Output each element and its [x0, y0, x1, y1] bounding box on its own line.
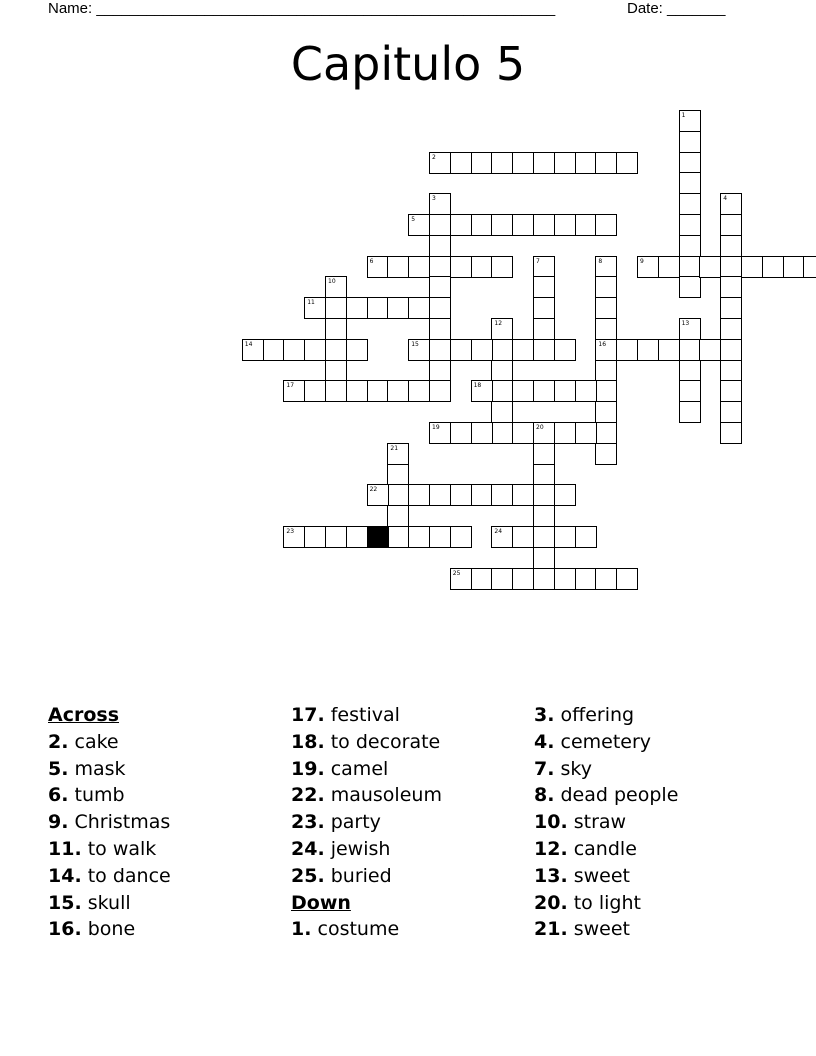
crossword-cell[interactable]	[554, 484, 576, 506]
clue-number: 19	[432, 424, 440, 431]
clue-item	[534, 863, 774, 890]
crossword-cell[interactable]	[512, 152, 534, 174]
crossword-cell[interactable]	[637, 339, 659, 361]
crossword-cell[interactable]	[720, 276, 742, 298]
crossword-cell[interactable]	[512, 484, 534, 506]
clue-number: 23	[286, 528, 295, 535]
clue-text: skull	[87, 891, 131, 914]
clue-number: 4	[723, 195, 728, 203]
crossword-cell[interactable]	[367, 380, 389, 402]
crossword-cell[interactable]	[533, 422, 555, 444]
clue-item	[291, 863, 531, 890]
crossword-cell[interactable]	[575, 152, 597, 174]
clue-item	[291, 916, 531, 943]
clue-text: to decorate	[330, 730, 441, 753]
crossword-cell[interactable]	[283, 526, 305, 548]
crossword-cell[interactable]	[325, 297, 347, 319]
crossword-cell[interactable]	[720, 318, 742, 340]
clue-number: 20	[536, 424, 544, 431]
crossword-cell[interactable]	[491, 422, 513, 444]
clue-text: cake	[74, 730, 119, 753]
crossword-cell[interactable]	[533, 443, 555, 465]
crossword-cell[interactable]	[491, 214, 513, 236]
clue-number: 15.	[48, 891, 82, 914]
crossword-cell[interactable]	[720, 401, 742, 423]
clue-text: tumb	[74, 784, 125, 807]
crossword-cell[interactable]	[741, 256, 763, 278]
clue-heading	[291, 890, 531, 917]
crossword-cell[interactable]	[554, 526, 576, 548]
clue-text: offering	[560, 704, 635, 726]
clue-item	[48, 729, 288, 756]
crossword-cell[interactable]	[595, 443, 617, 465]
crossword-cell[interactable]	[491, 568, 513, 590]
crossword-cell[interactable]	[595, 568, 617, 590]
crossword-cell[interactable]	[699, 256, 721, 278]
clue-number: 12.	[534, 837, 568, 860]
clue-number: 14	[244, 340, 253, 348]
crossword-cell[interactable]	[595, 297, 617, 319]
crossword-cell[interactable]	[533, 568, 555, 590]
crossword-cell[interactable]	[429, 484, 451, 506]
crossword-cell[interactable]	[554, 152, 576, 174]
crossword-cell[interactable]	[679, 339, 701, 361]
crossword-cell[interactable]	[595, 318, 617, 340]
crossword-cell[interactable]	[408, 484, 430, 506]
crossword-cell[interactable]	[575, 526, 597, 548]
clue-text: straw	[573, 811, 627, 834]
crossword-cell[interactable]	[325, 318, 347, 340]
clue-number: 5.	[48, 757, 69, 780]
crossword-cell[interactable]	[679, 131, 701, 153]
crossword-cell[interactable]	[429, 526, 451, 548]
clue-text: jewish	[330, 837, 391, 860]
clue-item	[534, 756, 774, 783]
clue-item	[48, 890, 288, 917]
clue-number: 3.	[534, 704, 555, 726]
crossword-cell[interactable]	[699, 339, 721, 361]
date-field-label: Date: _______	[627, 0, 726, 17]
crossword-cell[interactable]	[429, 422, 451, 444]
clue-number: 16.	[48, 918, 82, 941]
crossword-cell[interactable]	[471, 422, 493, 444]
clue-text: sweet	[573, 918, 630, 941]
crossword-cell[interactable]	[575, 422, 597, 444]
clue-number: 11	[307, 299, 315, 307]
clue-number: 14.	[48, 864, 82, 887]
crossword-cell[interactable]	[679, 235, 701, 257]
clue-number: 17.	[291, 704, 325, 726]
crossword-cell[interactable]	[491, 401, 513, 423]
clue-number: 22.	[291, 784, 325, 807]
crossword-cell[interactable]	[325, 380, 347, 402]
clue-text: cemetery	[560, 730, 652, 753]
crossword-cell[interactable]	[429, 193, 451, 215]
clue-text: party	[330, 811, 381, 834]
crossword-cell[interactable]	[450, 152, 472, 174]
clue-number: 8.	[534, 784, 555, 807]
clue-number: 10	[328, 278, 336, 286]
crossword-cell[interactable]	[658, 256, 680, 278]
clue-item	[534, 916, 774, 943]
clue-number: 13	[681, 320, 690, 327]
crossword-cell[interactable]	[512, 214, 534, 236]
clue-number: 25.	[291, 864, 325, 887]
crossword-cell[interactable]	[616, 568, 638, 590]
crossword-cell[interactable]	[595, 360, 617, 382]
crossword-cell[interactable]	[762, 256, 784, 278]
crossword-cell[interactable]	[346, 339, 368, 361]
crossword-cell[interactable]	[429, 297, 451, 319]
clue-text: costume	[317, 918, 400, 941]
clue-number: 12	[494, 320, 503, 327]
crossword-cell[interactable]	[387, 256, 409, 278]
clue-number: 8	[598, 257, 603, 265]
clue-number: 18	[473, 382, 482, 390]
clue-number: 13.	[534, 864, 568, 887]
crossword-cell[interactable]	[658, 339, 680, 361]
crossword-cell[interactable]	[242, 339, 264, 361]
crossword-cell[interactable]	[471, 152, 493, 174]
crossword-cell[interactable]	[471, 214, 493, 236]
clue-text: dead people	[560, 784, 679, 807]
clue-text: candle	[573, 837, 637, 860]
crossword-cell[interactable]	[575, 380, 597, 402]
clue-text: bone	[87, 918, 136, 941]
clue-column-1	[48, 702, 288, 943]
clue-text: to walk	[87, 837, 157, 860]
clue-text: buried	[330, 864, 392, 887]
crossword-cell[interactable]	[512, 380, 534, 402]
clue-item	[48, 809, 288, 836]
clue-number: 24.	[291, 837, 325, 860]
crossword-cell[interactable]	[325, 360, 347, 382]
crossword-cell[interactable]	[283, 380, 305, 402]
clue-number: 7	[536, 257, 540, 265]
crossword-cell[interactable]	[720, 360, 742, 382]
clue-text: festival	[330, 704, 400, 726]
crossword-cell[interactable]	[491, 318, 513, 340]
crossword-cell[interactable]	[533, 547, 555, 569]
clue-item	[534, 782, 774, 809]
clue-number: 10.	[534, 811, 568, 834]
crossword-cell[interactable]	[679, 214, 701, 236]
crossword-cell[interactable]	[595, 380, 617, 402]
crossword-cell[interactable]	[408, 380, 430, 402]
clue-column-2	[291, 702, 531, 943]
clue-text: mausoleum	[330, 784, 442, 807]
clue-item	[291, 702, 531, 729]
crossword-cell[interactable]	[679, 401, 701, 423]
crossword-cell[interactable]	[325, 276, 347, 298]
clue-number: 21	[390, 444, 399, 452]
crossword-cell[interactable]	[304, 526, 326, 548]
crossword-cell[interactable]	[679, 256, 701, 278]
crossword-cell[interactable]	[471, 256, 493, 278]
clue-number: 5	[411, 216, 416, 223]
crossword-cell[interactable]	[429, 318, 451, 340]
crossword-cell[interactable]	[616, 152, 638, 174]
clue-item	[534, 809, 774, 836]
crossword-cell[interactable]	[679, 276, 701, 298]
crossword-cell[interactable]	[512, 339, 534, 361]
crossword-cell[interactable]	[595, 339, 617, 361]
crossword-cell[interactable]	[491, 256, 513, 278]
crossword-cell[interactable]	[429, 380, 451, 402]
crossword-cell[interactable]	[554, 214, 576, 236]
crossword-cell[interactable]	[533, 484, 555, 506]
clue-number: 23.	[291, 811, 325, 834]
crossword-cell[interactable]	[387, 505, 409, 527]
clue-text: camel	[330, 757, 389, 780]
crossword-cell[interactable]	[491, 152, 513, 174]
crossword-cell[interactable]	[720, 214, 742, 236]
crossword-cell[interactable]	[450, 484, 472, 506]
clue-item	[534, 729, 774, 756]
clue-text: mask	[74, 757, 126, 780]
clue-item	[534, 836, 774, 863]
crossword-cell[interactable]	[408, 214, 430, 236]
crossword-cell[interactable]	[720, 235, 742, 257]
clue-number: 4.	[534, 730, 555, 753]
clue-text: sky	[560, 757, 592, 780]
crossword-cell[interactable]	[387, 484, 409, 506]
crossword-cell[interactable]	[512, 568, 534, 590]
crossword-cell[interactable]	[554, 339, 576, 361]
crossword-cell[interactable]	[720, 297, 742, 319]
crossword-cell[interactable]	[679, 110, 701, 132]
crossword-cell[interactable]	[367, 256, 389, 278]
crossword-cell[interactable]	[387, 526, 409, 548]
clue-number: 18.	[291, 730, 325, 753]
clue-number: 21.	[534, 918, 568, 941]
crossword-cell[interactable]	[616, 339, 638, 361]
crossword-cell[interactable]	[679, 172, 701, 194]
crossword-cell[interactable]	[491, 526, 513, 548]
crossword-cell[interactable]	[450, 214, 472, 236]
crossword-cell[interactable]	[720, 256, 742, 278]
clue-number: 7.	[534, 757, 555, 780]
crossword-cell[interactable]	[533, 318, 555, 340]
crossword-cell[interactable]	[533, 214, 555, 236]
crossword-cell[interactable]	[387, 443, 409, 465]
clue-number: 20.	[534, 891, 568, 914]
crossword-cell[interactable]	[679, 318, 701, 340]
clue-text: sweet	[573, 864, 630, 887]
clue-number: 6.	[48, 784, 69, 807]
crossword-cell[interactable]	[512, 422, 534, 444]
crossword-cell[interactable]	[533, 256, 555, 278]
crossword-cell[interactable]	[450, 256, 472, 278]
crossword-cell[interactable]	[533, 297, 555, 319]
crossword-cell[interactable]	[387, 380, 409, 402]
crossword-cell[interactable]	[283, 339, 305, 361]
crossword-cell[interactable]	[408, 256, 430, 278]
crossword-cell[interactable]	[679, 152, 701, 174]
clue-number: 17	[286, 382, 295, 390]
crossword-cell[interactable]	[471, 380, 493, 402]
crossword-cell[interactable]	[367, 297, 389, 319]
crossword-cell[interactable]	[429, 214, 451, 236]
crossword-cell[interactable]	[450, 339, 472, 361]
crossword-cell[interactable]	[429, 256, 451, 278]
crossword-cell[interactable]	[554, 422, 576, 444]
clue-number: 1.	[291, 918, 312, 941]
crossword-cell[interactable]	[575, 214, 597, 236]
crossword-cell[interactable]	[533, 276, 555, 298]
clue-number: 16	[598, 340, 607, 348]
crossword-cell[interactable]	[304, 339, 326, 361]
crossword-cell[interactable]	[304, 380, 326, 402]
clue-heading	[48, 702, 288, 729]
clue-item	[534, 890, 774, 917]
name-field-label: Name: _______________________________________________________	[48, 0, 556, 17]
clue-number: 2	[432, 153, 436, 161]
clue-number: 1	[681, 112, 686, 119]
crossword-cell[interactable]	[429, 339, 451, 361]
down-heading: Down	[291, 891, 351, 914]
across-heading: Across	[48, 704, 120, 726]
crossword-cell[interactable]	[595, 276, 617, 298]
crossword-cell[interactable]	[575, 568, 597, 590]
crossword-cell[interactable]	[346, 380, 368, 402]
crossword-cell[interactable]	[471, 568, 493, 590]
crossword-cell[interactable]	[429, 360, 451, 382]
crossword-cell[interactable]	[803, 256, 816, 278]
crossword-cell[interactable]	[720, 380, 742, 402]
crossword-cell[interactable]	[720, 193, 742, 215]
clue-item	[48, 782, 288, 809]
crossword-cell[interactable]	[554, 568, 576, 590]
crossword-cell[interactable]	[491, 360, 513, 382]
crossword-cell[interactable]	[595, 401, 617, 423]
crossword-cell[interactable]	[533, 339, 555, 361]
crossword-cell[interactable]	[637, 256, 659, 278]
clue-number: 2.	[48, 730, 69, 753]
crossword-cell[interactable]	[387, 464, 409, 486]
crossword-cell[interactable]	[346, 297, 368, 319]
crossword-cell[interactable]	[595, 256, 617, 278]
crossword-cell[interactable]	[533, 380, 555, 402]
crossword-cell[interactable]	[491, 380, 513, 402]
crossword-cell[interactable]	[679, 380, 701, 402]
crossword-cell[interactable]	[408, 526, 430, 548]
crossword-cell[interactable]	[325, 339, 347, 361]
crossword-cell[interactable]	[450, 526, 472, 548]
black-cell	[367, 526, 389, 548]
crossword-cell[interactable]	[491, 339, 513, 361]
crossword-cell[interactable]	[429, 235, 451, 257]
clue-number: 11.	[48, 837, 82, 860]
crossword-cell[interactable]	[408, 297, 430, 319]
clue-number: 9	[640, 257, 644, 265]
crossword-cell[interactable]	[512, 526, 534, 548]
clue-item	[534, 702, 774, 729]
crossword-cell[interactable]	[387, 297, 409, 319]
crossword-cell[interactable]	[346, 526, 368, 548]
crossword-cell[interactable]	[554, 380, 576, 402]
clue-text: to light	[573, 891, 641, 914]
crossword-cell[interactable]	[450, 568, 472, 590]
clue-text: to dance	[87, 864, 171, 887]
clue-number: 22	[369, 486, 378, 494]
crossword-cell[interactable]	[679, 360, 701, 382]
crossword-cell[interactable]	[533, 152, 555, 174]
clue-text: Christmas	[74, 811, 171, 834]
crossword-cell[interactable]	[471, 484, 493, 506]
page-title: Capitulo 5	[290, 37, 526, 91]
crossword-cell[interactable]	[471, 339, 493, 361]
clue-item	[291, 836, 531, 863]
crossword-cell[interactable]	[263, 339, 285, 361]
crossword-cell[interactable]	[408, 339, 430, 361]
crossword-cell[interactable]	[429, 276, 451, 298]
clue-number: 24	[494, 528, 503, 535]
crossword-cell[interactable]	[679, 193, 701, 215]
crossword-cell[interactable]	[325, 526, 347, 548]
clue-item	[291, 809, 531, 836]
clue-item	[291, 729, 531, 756]
clue-item	[48, 836, 288, 863]
crossword-cell[interactable]	[595, 214, 617, 236]
crossword-cell[interactable]	[720, 339, 742, 361]
crossword-cell[interactable]	[595, 152, 617, 174]
crossword-cell[interactable]	[304, 297, 326, 319]
crossword-cell[interactable]	[783, 256, 805, 278]
clue-number: 9.	[48, 811, 69, 834]
clue-number: 25	[452, 569, 461, 577]
clue-number: 6	[369, 257, 374, 265]
crossword-cell[interactable]	[450, 422, 472, 444]
crossword-cell[interactable]	[533, 526, 555, 548]
clue-item	[48, 756, 288, 783]
crossword-cell[interactable]	[367, 484, 389, 506]
crossword-cell[interactable]	[429, 152, 451, 174]
clue-number: 15	[411, 340, 419, 348]
crossword-cell[interactable]	[595, 422, 617, 444]
crossword-cell[interactable]	[533, 505, 555, 527]
crossword-cell[interactable]	[491, 484, 513, 506]
clue-item	[48, 916, 288, 943]
crossword-cell[interactable]	[533, 464, 555, 486]
clue-item	[291, 756, 531, 783]
clue-item	[48, 863, 288, 890]
clue-column-3	[534, 702, 774, 943]
clue-number: 3	[432, 195, 436, 203]
clue-number: 19.	[291, 757, 325, 780]
clue-item	[291, 782, 531, 809]
crossword-cell[interactable]	[720, 422, 742, 444]
